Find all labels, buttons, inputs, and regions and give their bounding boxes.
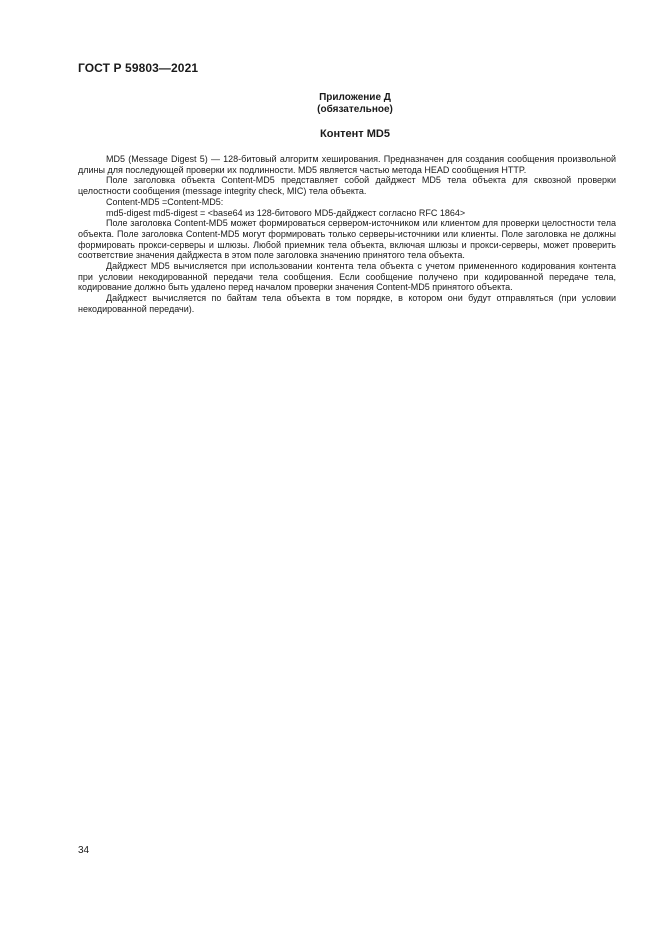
paragraph-md5-definition: MD5 (Message Digest 5) — 128-битовый алгоритм хеширования. Предназначен для создания сообщения произвольной длины для последующей проверки их подлинности. MD5 является частью метода HEAD сообщения HTTP.	[78, 154, 616, 175]
paragraph-field-generation: Поле заголовка Content-MD5 может формироваться сервером-источником или клиентом для проверки целостности тела объекта. Поле заголовка Content-MD5 могут формировать только серверы-источники или клиенты. Поле заголовка не должны формировать прокси-серверы и шлюзы. Любой приемник тела объекта, включая шлюзы и прокси-серверы, может проверить соответствие значения дайджеста в этом поле заголовка значению принятого тела объекта.	[78, 218, 616, 261]
page-number: 34	[78, 845, 90, 856]
body-text	[78, 154, 616, 315]
annex-status: (обязательное)	[317, 104, 393, 115]
paragraph-digest-computation: Дайджест MD5 вычисляется при использовании контента тела объекта с учетом примененного кодирования контента при условии некодированной передачи тела сообщения. Если сообщение получено при кодированной передаче тела, кодирование должно быть удалено перед началом проверки значения Content-MD5 принятого объекта.	[78, 261, 616, 293]
paragraph-content-md5-field: Поле заголовка объекта Content-MD5 представляет собой дайджест MD5 тела объекта для сквозной проверки целостности сообщения (message integrity check, MIC) тела объекта.	[78, 175, 616, 197]
paragraph-syntax-line-2: md5-digest md5-digest = <base64 из 128-битового MD5-дайджест согласно RFC 1864>	[106, 207, 466, 218]
document-standard-number: ГОСТ Р 59803—2021	[78, 61, 199, 75]
section-title: Контент MD5	[320, 128, 390, 140]
paragraph-syntax-line-1: Content-MD5 =Content-MD5:	[106, 196, 224, 207]
annex-title: Приложение Д	[319, 92, 391, 103]
paragraph-byte-order: Дайджест вычисляется по байтам тела объекта в том порядке, в котором они будут отправляться (при условии некодированной передачи).	[78, 293, 616, 314]
